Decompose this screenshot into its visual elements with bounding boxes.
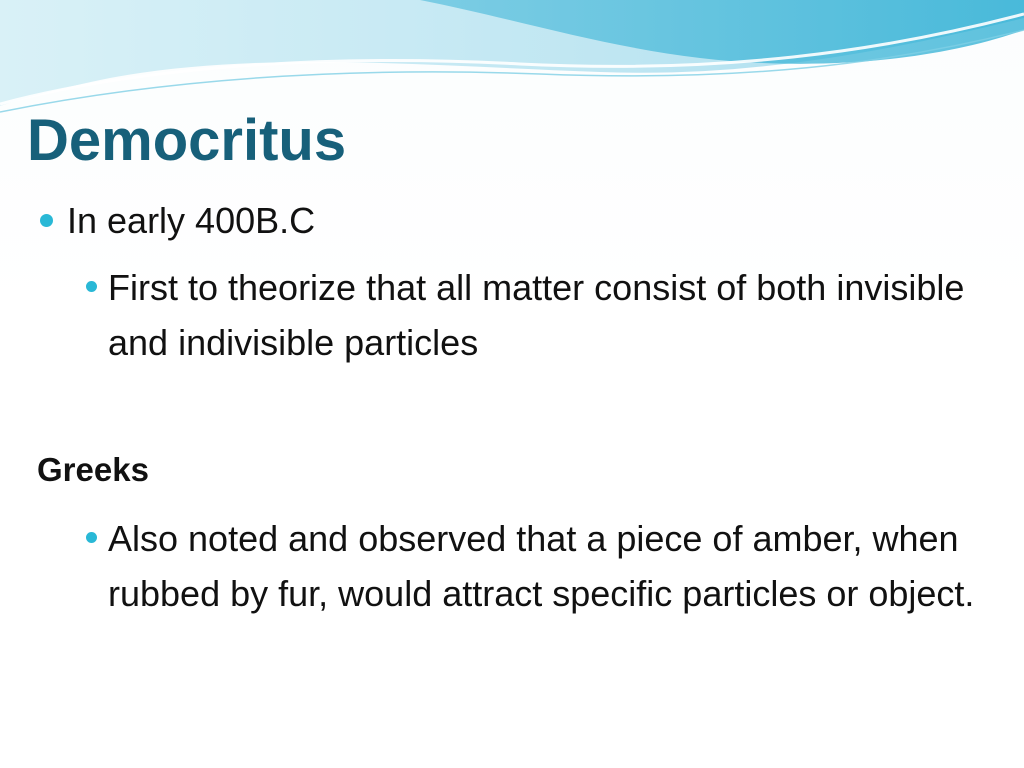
decorative-wave-header bbox=[0, 0, 1024, 120]
sub-bullet-theory bbox=[86, 260, 998, 370]
bullet-text: In early 400B.C bbox=[67, 200, 316, 241]
slide-title: Democritus bbox=[27, 108, 347, 173]
sub-bullet-amber bbox=[86, 511, 998, 621]
bullet-dot-icon bbox=[40, 214, 53, 227]
bullet-dot-icon bbox=[86, 532, 97, 543]
bullet-early-400bc bbox=[40, 199, 315, 242]
bullet-text: Also noted and observed that a piece of amber, when rubbed by fur, would attract specific particles or object. bbox=[108, 518, 975, 614]
section-heading-greeks: Greeks bbox=[37, 451, 149, 488]
bullet-dot-icon bbox=[86, 281, 97, 292]
bullet-text: First to theorize that all matter consist of both invisible and indivisible particles bbox=[108, 267, 965, 363]
